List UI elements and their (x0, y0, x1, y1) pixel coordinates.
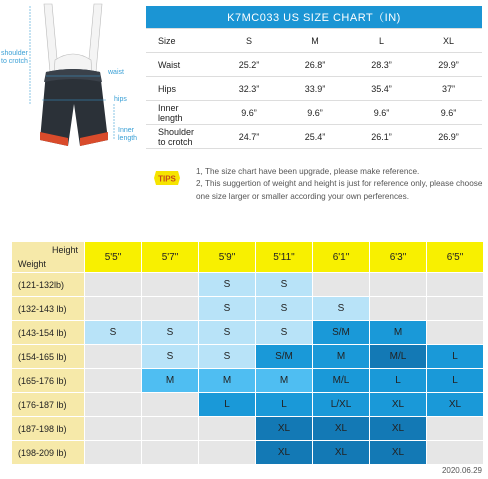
size-recommendation-cell: S (256, 321, 312, 344)
size-recommendation-cell (142, 273, 198, 296)
size-recommendation-cell (199, 441, 255, 464)
height-header: 5'9" (199, 242, 255, 272)
height-header: 6'3" (370, 242, 426, 272)
measurement-value: 26.8” (282, 53, 348, 77)
height-header: 5'7" (142, 242, 198, 272)
measurement-value: 32.3” (216, 77, 282, 101)
size-recommendation-cell: S/M (313, 321, 369, 344)
measurement-value: 26.1” (348, 125, 415, 149)
weight-label: (143-154 lb) (12, 321, 84, 344)
size-chart-row (146, 101, 482, 125)
size-recommendation-cell: XL (370, 441, 426, 464)
shoulder-to-crotch-label: shoulder to crotch (1, 50, 28, 65)
size-recommendation-cell: M (313, 345, 369, 368)
weight-label: (198-209 lb) (12, 441, 84, 464)
size-recommendation-cell: L (199, 393, 255, 416)
size-col-xl: XL (415, 29, 482, 53)
size-chart-row (146, 53, 482, 77)
size-recommendation-cell: M (142, 369, 198, 392)
size-recommendation-cell: L/XL (313, 393, 369, 416)
size-recommendation-cell (85, 369, 141, 392)
size-recommendation-cell: L (256, 393, 312, 416)
grid-row (12, 441, 483, 464)
measurement-value: 35.4” (348, 77, 415, 101)
size-chart-table (146, 6, 482, 149)
size-recommendation-cell (142, 441, 198, 464)
weight-label: (132-143 lb) (12, 297, 84, 320)
weight-label: (176-187 lb) (12, 393, 84, 416)
size-recommendation-cell (199, 417, 255, 440)
grid-row (12, 393, 483, 416)
measurement-value: 25.4” (282, 125, 348, 149)
size-recommendation-cell: M (256, 369, 312, 392)
date-stamp: 2020.06.29 (441, 466, 482, 475)
size-recommendation-cell: S (199, 273, 255, 296)
inner-length-label: Inner length (118, 127, 138, 142)
size-recommendation-cell: L (427, 345, 483, 368)
height-header: 6'5" (427, 242, 483, 272)
measurement-value: 28.3” (348, 53, 415, 77)
size-recommendation-cell: S (313, 297, 369, 320)
measurement-label: Shoulder to crotch (146, 125, 216, 149)
hips-label: hips (114, 96, 127, 103)
measurement-value: 37” (415, 77, 482, 101)
size-recommendation-cell (313, 273, 369, 296)
tips-badge-label: TIPS (158, 174, 176, 184)
size-col-label: Size (146, 29, 216, 53)
size-recommendation-cell: S/M (256, 345, 312, 368)
size-col-l: L (348, 29, 415, 53)
measurement-value: 29.9” (415, 53, 482, 77)
size-recommendation-cell: M/L (370, 345, 426, 368)
size-chart-header (146, 6, 482, 29)
size-recommendation-cell (85, 345, 141, 368)
bib-shorts-illustration (0, 0, 145, 160)
size-recommendation-cell (142, 393, 198, 416)
measurement-label: Waist (146, 53, 216, 77)
size-recommendation-cell (85, 393, 141, 416)
size-recommendation-cell (85, 441, 141, 464)
size-recommendation-cell: XL (313, 441, 369, 464)
size-recommendation-cell: M (199, 369, 255, 392)
size-recommendation-cell: S (142, 345, 198, 368)
size-chart-row (146, 77, 482, 101)
size-recommendation-cell: S (256, 297, 312, 320)
height-weight-grid (11, 241, 484, 465)
size-recommendation-cell: S (199, 321, 255, 344)
measurement-value: 25.2” (216, 53, 282, 77)
measurement-value: 24.7” (216, 125, 282, 149)
measurement-value: 33.9” (282, 77, 348, 101)
size-recommendation-cell (427, 441, 483, 464)
size-recommendation-cell (85, 273, 141, 296)
measurement-value: 9.6” (282, 101, 348, 125)
grid-row (12, 417, 483, 440)
grid-row (12, 369, 483, 392)
size-recommendation-cell: S (256, 273, 312, 296)
weight-label: (165-176 lb) (12, 369, 84, 392)
grid-corner (12, 242, 84, 272)
size-recommendation-cell (427, 417, 483, 440)
size-recommendation-cell (370, 273, 426, 296)
size-recommendation-cell: XL (256, 441, 312, 464)
grid-row (12, 273, 483, 296)
size-recommendation-cell: M (370, 321, 426, 344)
waist-label: waist (108, 69, 124, 76)
grid-row (12, 321, 483, 344)
size-recommendation-cell: XL (370, 417, 426, 440)
measurement-value: 26.9” (415, 125, 482, 149)
size-recommendation-cell (85, 417, 141, 440)
size-recommendation-cell (142, 297, 198, 320)
size-chart-title: K7MC033 US SIZE CHART（IN) (146, 6, 482, 29)
grid-weight-label: Weight (18, 259, 46, 269)
size-recommendation-cell: S (199, 297, 255, 320)
tips-badge-icon (153, 168, 181, 188)
size-recommendation-cell: XL (313, 417, 369, 440)
size-recommendation-cell (427, 321, 483, 344)
size-chart-row (146, 125, 482, 149)
size-recommendation-cell (142, 417, 198, 440)
tips-badge (153, 168, 181, 188)
weight-label: (121-132lb) (12, 273, 84, 296)
measurement-value: 9.6” (415, 101, 482, 125)
size-recommendation-cell: XL (370, 393, 426, 416)
grid-row (12, 297, 483, 320)
measurement-label: Inner length (146, 101, 216, 125)
size-row (146, 29, 482, 53)
size-recommendation-cell: L (427, 369, 483, 392)
size-col-m: M (282, 29, 348, 53)
grid-height-label: Height (51, 245, 78, 255)
size-recommendation-cell: L (370, 369, 426, 392)
tip-line-1: 1, The size chart have been upgrade, please make reference. (196, 167, 420, 176)
size-col-s: S (216, 29, 282, 53)
size-recommendation-cell: XL (427, 393, 483, 416)
size-recommendation-cell: S (199, 345, 255, 368)
height-header: 6'1" (313, 242, 369, 272)
measurement-value: 9.6” (348, 101, 415, 125)
measurement-label: Hips (146, 77, 216, 101)
weight-label: (154-165 lb) (12, 345, 84, 368)
tips-text (196, 166, 486, 203)
size-recommendation-cell: S (85, 321, 141, 344)
size-recommendation-cell (85, 297, 141, 320)
height-header: 5'11" (256, 242, 312, 272)
tip-line-2: 2, This suggertion of weight and height is just for reference only, please choose one size larger or smaller according your own perferences. (196, 179, 483, 201)
size-recommendation-cell (427, 273, 483, 296)
grid-header-row (12, 242, 483, 272)
weight-label: (187-198 lb) (12, 417, 84, 440)
size-recommendation-cell: XL (256, 417, 312, 440)
size-recommendation-cell (370, 297, 426, 320)
grid-row (12, 345, 483, 368)
measurement-value: 9.6” (216, 101, 282, 125)
size-recommendation-cell: S (142, 321, 198, 344)
size-recommendation-cell: M/L (313, 369, 369, 392)
height-header: 5'5" (85, 242, 141, 272)
size-recommendation-cell (427, 297, 483, 320)
